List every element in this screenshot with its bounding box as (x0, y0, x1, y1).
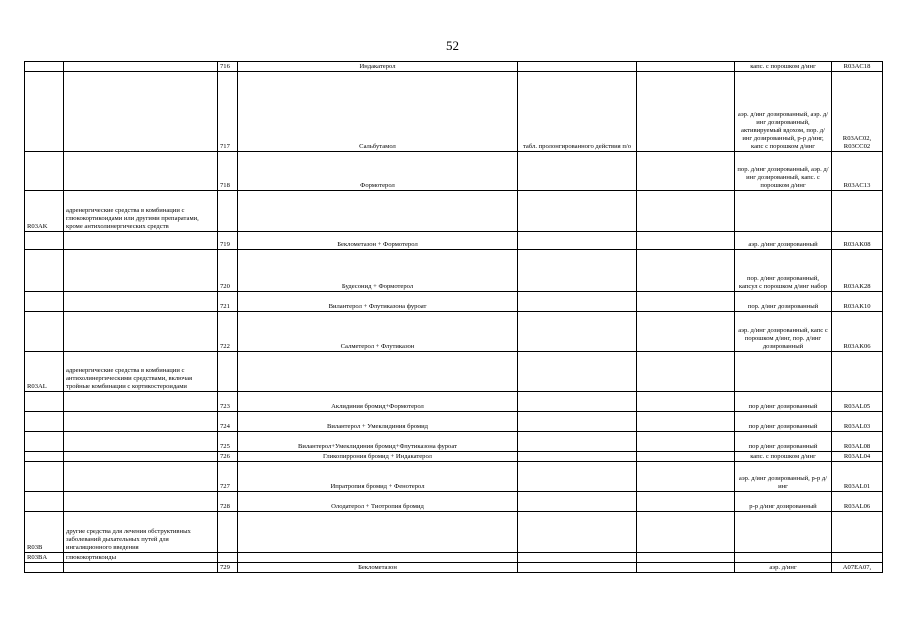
group-description-cell: глюкокортикоиды (64, 553, 218, 563)
note-cell (637, 462, 735, 492)
group-description-cell (64, 232, 218, 250)
atc-group-code-cell (25, 452, 64, 462)
drug-name-cell (238, 191, 518, 232)
group-description-cell (64, 432, 218, 452)
atc-group-code-cell (25, 432, 64, 452)
atc-code-cell: R03AC02, R03CC02 (832, 72, 883, 152)
note-cell (637, 250, 735, 292)
form-of-release-cell: аэр. д/инг дозированный, капс с порошком д/инг, пор. д/инг дозированный (735, 312, 832, 352)
form-of-release-cell: аэр. д/инг дозированный (735, 232, 832, 250)
atc-group-code-cell (25, 412, 64, 432)
row-number-cell (218, 191, 238, 232)
atc-group-code-cell (25, 62, 64, 72)
drug-name-cell: Аклидиния бромид+Формотерол (238, 392, 518, 412)
atc-code-cell: A07EA07, (832, 563, 883, 573)
table-row (25, 191, 883, 232)
drug-name-cell: Будесонид + Формотерол (238, 250, 518, 292)
atc-group-code-cell (25, 250, 64, 292)
drug-name-cell: Гликопиррония бромид + Индакатерол (238, 452, 518, 462)
dosage-form-cell (518, 452, 637, 462)
group-description-cell: другие средства для лечения обструктивных заболеваний дыхательных путей для ингаляционного введения (64, 512, 218, 553)
drug-name-cell: Салметерол + Флутиказон (238, 312, 518, 352)
dosage-form-cell (518, 312, 637, 352)
form-of-release-cell: капс. с порошком д/инг (735, 452, 832, 462)
row-number-cell (218, 352, 238, 392)
atc-group-code-cell (25, 312, 64, 352)
form-of-release-cell: капс. с порошком д/инг (735, 62, 832, 72)
drug-name-cell: Вилантерол + Умеклидиния бромид (238, 412, 518, 432)
group-description-cell (64, 452, 218, 462)
group-description-cell (64, 292, 218, 312)
dosage-form-cell (518, 62, 637, 72)
note-cell (637, 452, 735, 462)
note-cell (637, 352, 735, 392)
group-description-cell (64, 152, 218, 191)
table-row (25, 352, 883, 392)
note-cell (637, 191, 735, 232)
atc-code-cell: R03AC18 (832, 62, 883, 72)
note-cell (637, 512, 735, 553)
drug-name-cell: Формотерол (238, 152, 518, 191)
form-of-release-cell: аэр. д/инг дозированный, р-р д/инг (735, 462, 832, 492)
note-cell (637, 392, 735, 412)
atc-code-cell (832, 191, 883, 232)
dosage-form-cell (518, 512, 637, 553)
atc-group-code-cell (25, 152, 64, 191)
table-row (25, 432, 883, 452)
row-number-cell: 724 (218, 412, 238, 432)
dosage-form-cell (518, 152, 637, 191)
drug-name-cell: Сальбутамол (238, 72, 518, 152)
form-of-release-cell: аэр. д/инг (735, 563, 832, 573)
dosage-form-cell (518, 250, 637, 292)
atc-code-cell: R03AL08 (832, 432, 883, 452)
table-row (25, 512, 883, 553)
note-cell (637, 312, 735, 352)
dosage-form-cell (518, 352, 637, 392)
form-of-release-cell: пор д/инг дозированный (735, 432, 832, 452)
atc-group-code-cell (25, 462, 64, 492)
row-number-cell: 727 (218, 462, 238, 492)
atc-code-cell: R03AL06 (832, 492, 883, 512)
group-description-cell (64, 250, 218, 292)
atc-code-cell: R03AL04 (832, 452, 883, 462)
drug-name-cell (238, 512, 518, 553)
drug-name-cell: Вилантерол + Флутиказона фуроат (238, 292, 518, 312)
drug-name-cell: Вилантерол+Умеклидиния бромид+Флутиказона фуроат (238, 432, 518, 452)
form-of-release-cell (735, 352, 832, 392)
row-number-cell: 718 (218, 152, 238, 191)
group-description-cell (64, 62, 218, 72)
note-cell (637, 72, 735, 152)
group-description-cell (64, 392, 218, 412)
row-number-cell (218, 553, 238, 563)
form-of-release-cell: пор. д/инг дозированный, капсул с порошком д/инг набор (735, 250, 832, 292)
dosage-form-cell (518, 412, 637, 432)
table-row (25, 412, 883, 432)
atc-group-code-cell (25, 72, 64, 152)
table-row (25, 72, 883, 152)
dosage-form-cell (518, 432, 637, 452)
row-number-cell: 722 (218, 312, 238, 352)
group-description-cell: адренергические средства в комбинации с глюкокортикоидами или другими препаратами, кроме антихолинергических средств (64, 191, 218, 232)
drug-name-cell: Беклометазон + Формотерол (238, 232, 518, 250)
group-description-cell (64, 492, 218, 512)
note-cell (637, 553, 735, 563)
table-row (25, 452, 883, 462)
dosage-form-cell: табл. пролонгированного действия п/о (518, 72, 637, 152)
note-cell (637, 62, 735, 72)
row-number-cell: 720 (218, 250, 238, 292)
table-row (25, 553, 883, 563)
row-number-cell: 717 (218, 72, 238, 152)
atc-group-code-cell (25, 292, 64, 312)
dosage-form-cell (518, 292, 637, 312)
atc-group-code-cell (25, 492, 64, 512)
drug-name-cell: Ипратропия бромид + Фенотерол (238, 462, 518, 492)
atc-code-cell: R03AK06 (832, 312, 883, 352)
atc-code-cell: R03AK08 (832, 232, 883, 250)
group-description-cell (64, 312, 218, 352)
table-row (25, 62, 883, 72)
form-of-release-cell (735, 191, 832, 232)
table-row (25, 250, 883, 292)
form-of-release-cell: пор д/инг дозированный (735, 392, 832, 412)
row-number-cell: 728 (218, 492, 238, 512)
row-number-cell (218, 512, 238, 553)
note-cell (637, 492, 735, 512)
dosage-form-cell (518, 553, 637, 563)
form-of-release-cell: р-р д/инг дозированный (735, 492, 832, 512)
atc-group-code-cell: R03BA (25, 553, 64, 563)
atc-code-cell (832, 512, 883, 553)
drug-name-cell: Олодатерол + Тиотропия бромид (238, 492, 518, 512)
dosage-form-cell (518, 232, 637, 250)
group-description-cell (64, 412, 218, 432)
group-description-cell (64, 72, 218, 152)
atc-code-cell (832, 553, 883, 563)
drug-name-cell (238, 352, 518, 392)
note-cell (637, 152, 735, 191)
atc-code-cell: R03AK10 (832, 292, 883, 312)
atc-group-code-cell (25, 232, 64, 250)
atc-group-code-cell (25, 563, 64, 573)
drug-name-cell: Индакатерол (238, 62, 518, 72)
atc-code-cell: R03AL01 (832, 462, 883, 492)
dosage-form-cell (518, 191, 637, 232)
note-cell (637, 432, 735, 452)
row-number-cell: 716 (218, 62, 238, 72)
drug-name-cell (238, 553, 518, 563)
drug-name-cell: Беклометазон (238, 563, 518, 573)
row-number-cell: 723 (218, 392, 238, 412)
table-row (25, 492, 883, 512)
form-of-release-cell (735, 512, 832, 553)
medication-table (24, 61, 883, 573)
group-description-cell (64, 563, 218, 573)
row-number-cell: 719 (218, 232, 238, 250)
form-of-release-cell: аэр. д/инг дозированный, аэр. д/инг дозированный, активируемый вдохом, пор. д/инг дозированный, р-р д/инг, капс с порошком д/инг (735, 72, 832, 152)
group-description-cell (64, 462, 218, 492)
atc-group-code-cell: R03AL (25, 352, 64, 392)
page-number: 52 (446, 38, 459, 53)
atc-group-code-cell (25, 392, 64, 412)
table-row (25, 563, 883, 573)
atc-code-cell: R03AK28 (832, 250, 883, 292)
note-cell (637, 563, 735, 573)
table-row (25, 152, 883, 191)
dosage-form-cell (518, 462, 637, 492)
table-row (25, 392, 883, 412)
note-cell (637, 232, 735, 250)
atc-code-cell: R03AL05 (832, 392, 883, 412)
row-number-cell: 729 (218, 563, 238, 573)
note-cell (637, 292, 735, 312)
table-row (25, 462, 883, 492)
table-row (25, 312, 883, 352)
form-of-release-cell: пор д/инг дозированный (735, 412, 832, 432)
note-cell (637, 412, 735, 432)
row-number-cell: 725 (218, 432, 238, 452)
dosage-form-cell (518, 563, 637, 573)
form-of-release-cell (735, 553, 832, 563)
group-description-cell: адренергические средства в комбинации с антихолинергическими средствами, включая тройные комбинации с кортикостероидами (64, 352, 218, 392)
dosage-form-cell (518, 492, 637, 512)
atc-group-code-cell: R03B (25, 512, 64, 553)
atc-code-cell (832, 352, 883, 392)
atc-group-code-cell: R03AK (25, 191, 64, 232)
table-row (25, 232, 883, 250)
row-number-cell: 726 (218, 452, 238, 462)
atc-code-cell: R03AL03 (832, 412, 883, 432)
form-of-release-cell: пор. д/инг дозированный, аэр. д/инг дозированный, капс. с порошком д/инг (735, 152, 832, 191)
table-row (25, 292, 883, 312)
atc-code-cell: R03AC13 (832, 152, 883, 191)
dosage-form-cell (518, 392, 637, 412)
row-number-cell: 721 (218, 292, 238, 312)
form-of-release-cell: пор. д/инг дозированный (735, 292, 832, 312)
